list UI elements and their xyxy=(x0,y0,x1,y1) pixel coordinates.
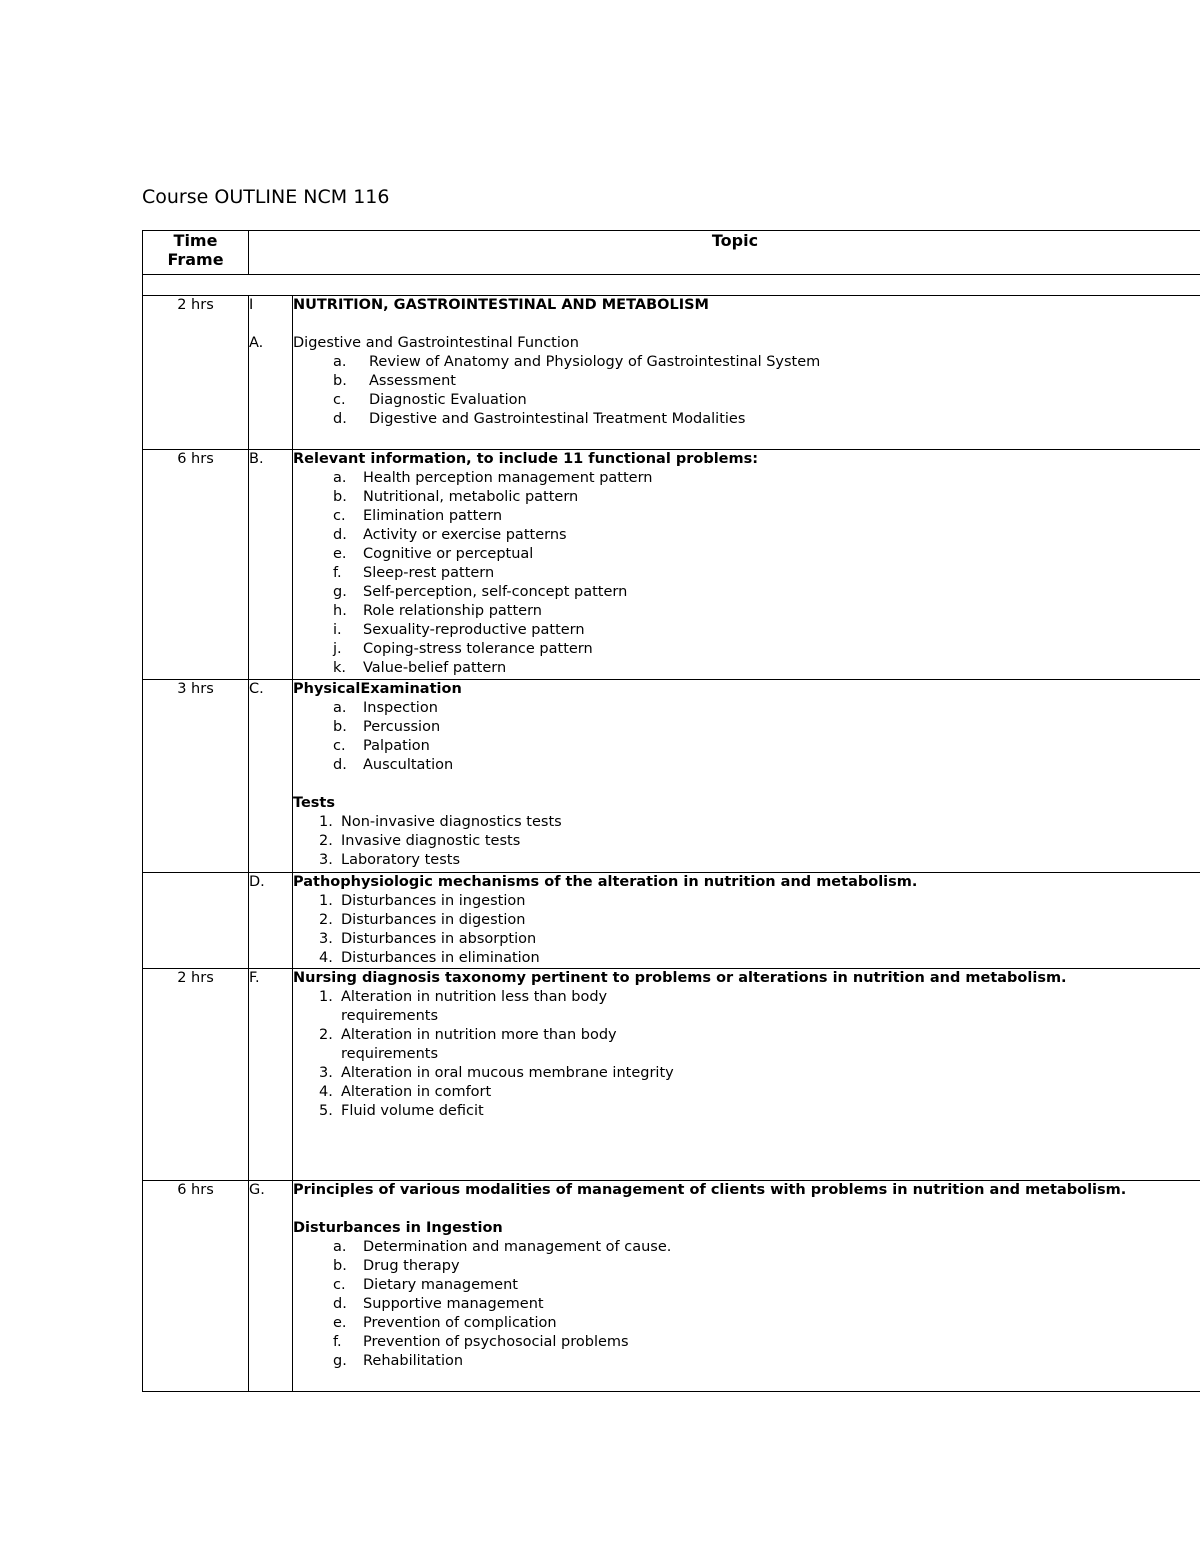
number-cell: C. xyxy=(249,680,293,873)
section-heading: Relevant information, to include 11 functional problems: xyxy=(293,451,759,467)
time-frame-header: Time Frame xyxy=(143,231,249,275)
list-item: k. Value-belief pattern xyxy=(333,660,507,676)
number-cell: G. xyxy=(249,1181,293,1392)
number-cell: F. xyxy=(249,969,293,1181)
page-title: Course OUTLINE NCM 116 xyxy=(142,186,390,208)
list-item: 1. Non-invasive diagnostics tests xyxy=(319,814,562,830)
table-row xyxy=(143,450,1200,680)
section-heading: Pathophysiologic mechanisms of the alteration in nutrition and metabolism. xyxy=(293,874,918,890)
list-item: 3. Disturbances in absorption xyxy=(319,931,537,947)
table-row xyxy=(143,680,1200,873)
list-item: 4. Disturbances in elimination xyxy=(319,950,540,966)
list-item: 1. Alteration in nutrition less than body xyxy=(319,989,608,1005)
list-item: c. Diagnostic Evaluation xyxy=(333,392,527,408)
section-heading: Principles of various modalities of management of clients with problems in nutrition and metabolism. xyxy=(293,1182,1127,1198)
list-item: f. Prevention of psychosocial problems xyxy=(333,1334,629,1350)
list-item: d. Activity or exercise patterns xyxy=(333,527,567,543)
list-item: 2. Invasive diagnostic tests xyxy=(319,833,521,849)
list-item: g. Self-perception, self-concept pattern xyxy=(333,584,628,600)
topic-cell xyxy=(293,969,1200,1181)
list-item: f. Sleep-rest pattern xyxy=(333,565,495,581)
topic-cell xyxy=(293,873,1200,969)
list-item: a. Determination and management of cause. xyxy=(333,1239,672,1255)
time-cell: 6 hrs xyxy=(143,1181,249,1392)
list-item-continuation: requirements xyxy=(341,1046,439,1062)
topic-cell xyxy=(293,450,1200,680)
section-heading: PhysicalExamination xyxy=(293,681,462,697)
list-item: g. Rehabilitation xyxy=(333,1353,464,1369)
subsection-number: A. xyxy=(249,335,264,351)
list-item: c. Palpation xyxy=(333,738,430,754)
list-item: 2. Alteration in nutrition more than body xyxy=(319,1027,617,1043)
table-header-row xyxy=(143,231,1200,275)
list-item: b. Drug therapy xyxy=(333,1258,460,1274)
list-item: d. Auscultation xyxy=(333,757,454,773)
list-item: a. Review of Anatomy and Physiology of Gastrointestinal System xyxy=(333,354,821,370)
list-item: h. Role relationship pattern xyxy=(333,603,542,619)
section-heading: NUTRITION, GASTROINTESTINAL AND METABOLISM xyxy=(293,297,709,313)
list-item: 5. Fluid volume deficit xyxy=(319,1103,484,1119)
list-item: b. Nutritional, metabolic pattern xyxy=(333,489,579,505)
subsection-heading: Tests xyxy=(293,795,335,811)
topic-cell xyxy=(293,296,1200,450)
topic-cell xyxy=(293,1181,1200,1392)
topic-cell xyxy=(293,680,1200,873)
list-item: a. Health perception management pattern xyxy=(333,470,653,486)
time-cell: 2 hrs xyxy=(143,296,249,450)
time-cell: 2 hrs xyxy=(143,969,249,1181)
list-item: e. Cognitive or perceptual xyxy=(333,546,534,562)
list-item: 2. Disturbances in digestion xyxy=(319,912,526,928)
time-cell: 3 hrs xyxy=(143,680,249,873)
list-item: 3. Alteration in oral mucous membrane integrity xyxy=(319,1065,674,1081)
list-item: a. Inspection xyxy=(333,700,438,716)
list-item: 3. Laboratory tests xyxy=(319,852,460,868)
table-row xyxy=(143,969,1200,1181)
section-number: I xyxy=(249,297,254,313)
spacer-row xyxy=(143,275,1200,296)
table-row xyxy=(143,1181,1200,1392)
subsection-heading: Disturbances in Ingestion xyxy=(293,1220,503,1236)
section-heading: Nursing diagnosis taxonomy pertinent to problems or alterations in nutrition and metabolism. xyxy=(293,970,1067,986)
list-item: j. Coping-stress tolerance pattern xyxy=(333,641,593,657)
number-cell: B. xyxy=(249,450,293,680)
list-item: e. Prevention of complication xyxy=(333,1315,557,1331)
list-item: b. Percussion xyxy=(333,719,441,735)
topic-header: Topic xyxy=(249,231,1200,275)
number-cell xyxy=(249,296,293,450)
list-item: c. Elimination pattern xyxy=(333,508,503,524)
subsection-heading: Digestive and Gastrointestinal Function xyxy=(293,335,579,351)
list-item: 1. Disturbances in ingestion xyxy=(319,893,526,909)
list-item: b. Assessment xyxy=(333,373,456,389)
table-row xyxy=(143,296,1200,450)
number-cell: D. xyxy=(249,873,293,969)
time-cell xyxy=(143,873,249,969)
list-item: d. Supportive management xyxy=(333,1296,544,1312)
list-item: i. Sexuality-reproductive pattern xyxy=(333,622,585,638)
time-cell: 6 hrs xyxy=(143,450,249,680)
course-outline-table xyxy=(142,230,1200,1392)
table-row xyxy=(143,873,1200,969)
list-item-continuation: requirements xyxy=(341,1008,439,1024)
list-item: d. Digestive and Gastrointestinal Treatment Modalities xyxy=(333,411,746,427)
list-item: c. Dietary management xyxy=(333,1277,518,1293)
list-item: 4. Alteration in comfort xyxy=(319,1084,492,1100)
